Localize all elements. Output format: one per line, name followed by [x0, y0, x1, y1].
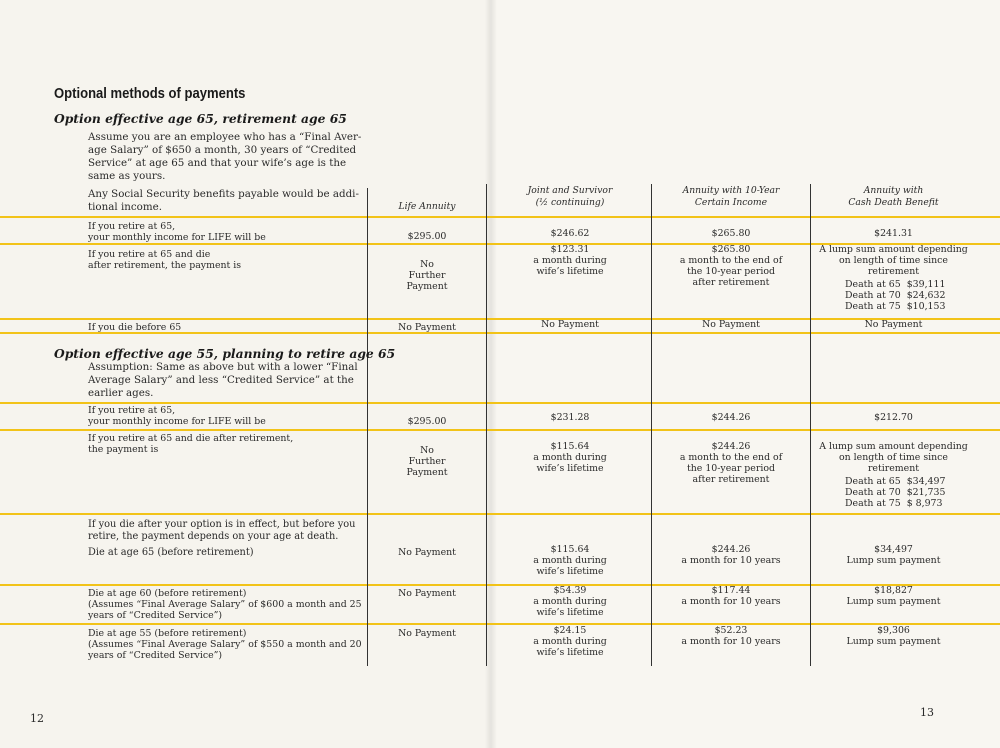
cell-cash: No Payment [864, 319, 923, 330]
row-label: Die at age 60 (before retirement) (Assumes “Final Average Salary” of $600 a month and 25 years of “Credited Service”) [88, 588, 362, 621]
row-label: If you retire at 65 and die after retirement, the payment is [88, 433, 294, 455]
cell-life: No Payment [398, 628, 456, 639]
cell-life: No Payment [398, 588, 456, 599]
cell-certain: $244.26 [711, 412, 751, 423]
cell-joint: $115.64 a month during wife’s lifetime [533, 441, 607, 474]
before-retirement-note: If you die after your option is in effect, but before you retire, the payment depends on your age at death. [88, 519, 356, 542]
cell-certain: $244.26 a month to the end of the 10-year period after retirement [679, 441, 783, 485]
cell-joint: $115.64 a month during wife’s lifetime [533, 544, 607, 577]
cell-life: No Further Payment [406, 445, 448, 478]
section1-heading: Option effective age 65, retirement age 65 [54, 111, 347, 126]
cell-joint: No Payment [541, 319, 599, 330]
column-header-certain: Annuity with 10-Year Certain Income [682, 185, 780, 208]
section2-heading: Option effective age 55, planning to retire age 65 [54, 346, 396, 361]
cell-certain: $117.44 a month for 10 years [681, 585, 781, 607]
cell-cash: $9,306 Lump sum payment [846, 625, 941, 647]
cell-joint: $54.39 a month during wife’s lifetime [533, 585, 607, 618]
row-label: If you retire at 65 and die after retirement, the payment is [88, 249, 242, 271]
page-number-left: 12 [30, 712, 44, 725]
row-label: Die at age 55 (before retirement) (Assumes “Final Average Salary” of $550 a month and 20 years of “Credited Service”) [88, 628, 362, 661]
death-benefit-list: Death at 65 $39,111 Death at 70 $24,632 Death at 75 $10,153 [845, 279, 946, 312]
cell-cash: A lump sum amount depending on length of time since retirement [819, 244, 968, 277]
cell-joint: $123.31 a month during wife’s lifetime [533, 244, 607, 277]
row-label: If you retire at 65, your monthly income for LIFE will be [88, 405, 266, 427]
cell-certain: $265.80 [711, 228, 751, 239]
row-label: Die at age 65 (before retirement) [88, 547, 254, 558]
rule-line [0, 402, 1000, 404]
row-label: If you die before 65 [88, 322, 182, 333]
cell-life: No Payment [398, 547, 456, 558]
column-header-cash: Annuity with Cash Death Benefit [848, 185, 939, 208]
cell-certain: $265.80 a month to the end of the 10-year period after retirement [679, 244, 783, 288]
rule-line [0, 429, 1000, 431]
section2-intro: Assumption: Same as above but with a lower “Final Average Salary” and less “Credited Service” at the earlier ages. [88, 361, 358, 399]
row-label: If you retire at 65, your monthly income for LIFE will be [88, 221, 266, 243]
section1-intro: Assume you are an employee who has a “Final Aver- age Salary” of $650 a month, 30 years of “Credited Service” at age 65 and that your wife’s age is the same as yours. [88, 131, 362, 182]
cell-certain: No Payment [702, 319, 760, 330]
cell-life: No Payment [398, 322, 456, 333]
cell-cash: $18,827 Lump sum payment [846, 585, 941, 607]
column-header-joint: Joint and Survivor (½ continuing) [527, 185, 613, 208]
page-title: Optional methods of payments [54, 86, 246, 102]
cell-joint: $231.28 [550, 412, 590, 423]
cell-life: $295.00 [407, 416, 447, 427]
column-divider [486, 184, 487, 666]
rule-line [0, 216, 1000, 218]
cell-cash: A lump sum amount depending on length of time since retirement [819, 441, 968, 474]
cell-joint: $246.62 [550, 228, 590, 239]
column-header-life: Life Annuity [398, 201, 456, 212]
social-security-note: Any Social Security benefits payable would be addi- tional income. [88, 188, 359, 213]
death-benefit-list: Death at 65 $34,497 Death at 70 $21,735 Death at 75 $ 8,973 [845, 476, 946, 509]
cell-life: $295.00 [407, 231, 447, 242]
rule-line [0, 513, 1000, 515]
cell-cash: $212.70 [874, 412, 913, 423]
cell-joint: $24.15 a month during wife’s lifetime [533, 625, 607, 658]
cell-certain: $52.23 a month for 10 years [681, 625, 781, 647]
cell-cash: $34,497 Lump sum payment [846, 544, 941, 566]
page-number-right: 13 [920, 706, 934, 719]
cell-certain: $244.26 a month for 10 years [681, 544, 781, 566]
cell-life: No Further Payment [406, 259, 448, 292]
cell-cash: $241.31 [874, 228, 913, 239]
